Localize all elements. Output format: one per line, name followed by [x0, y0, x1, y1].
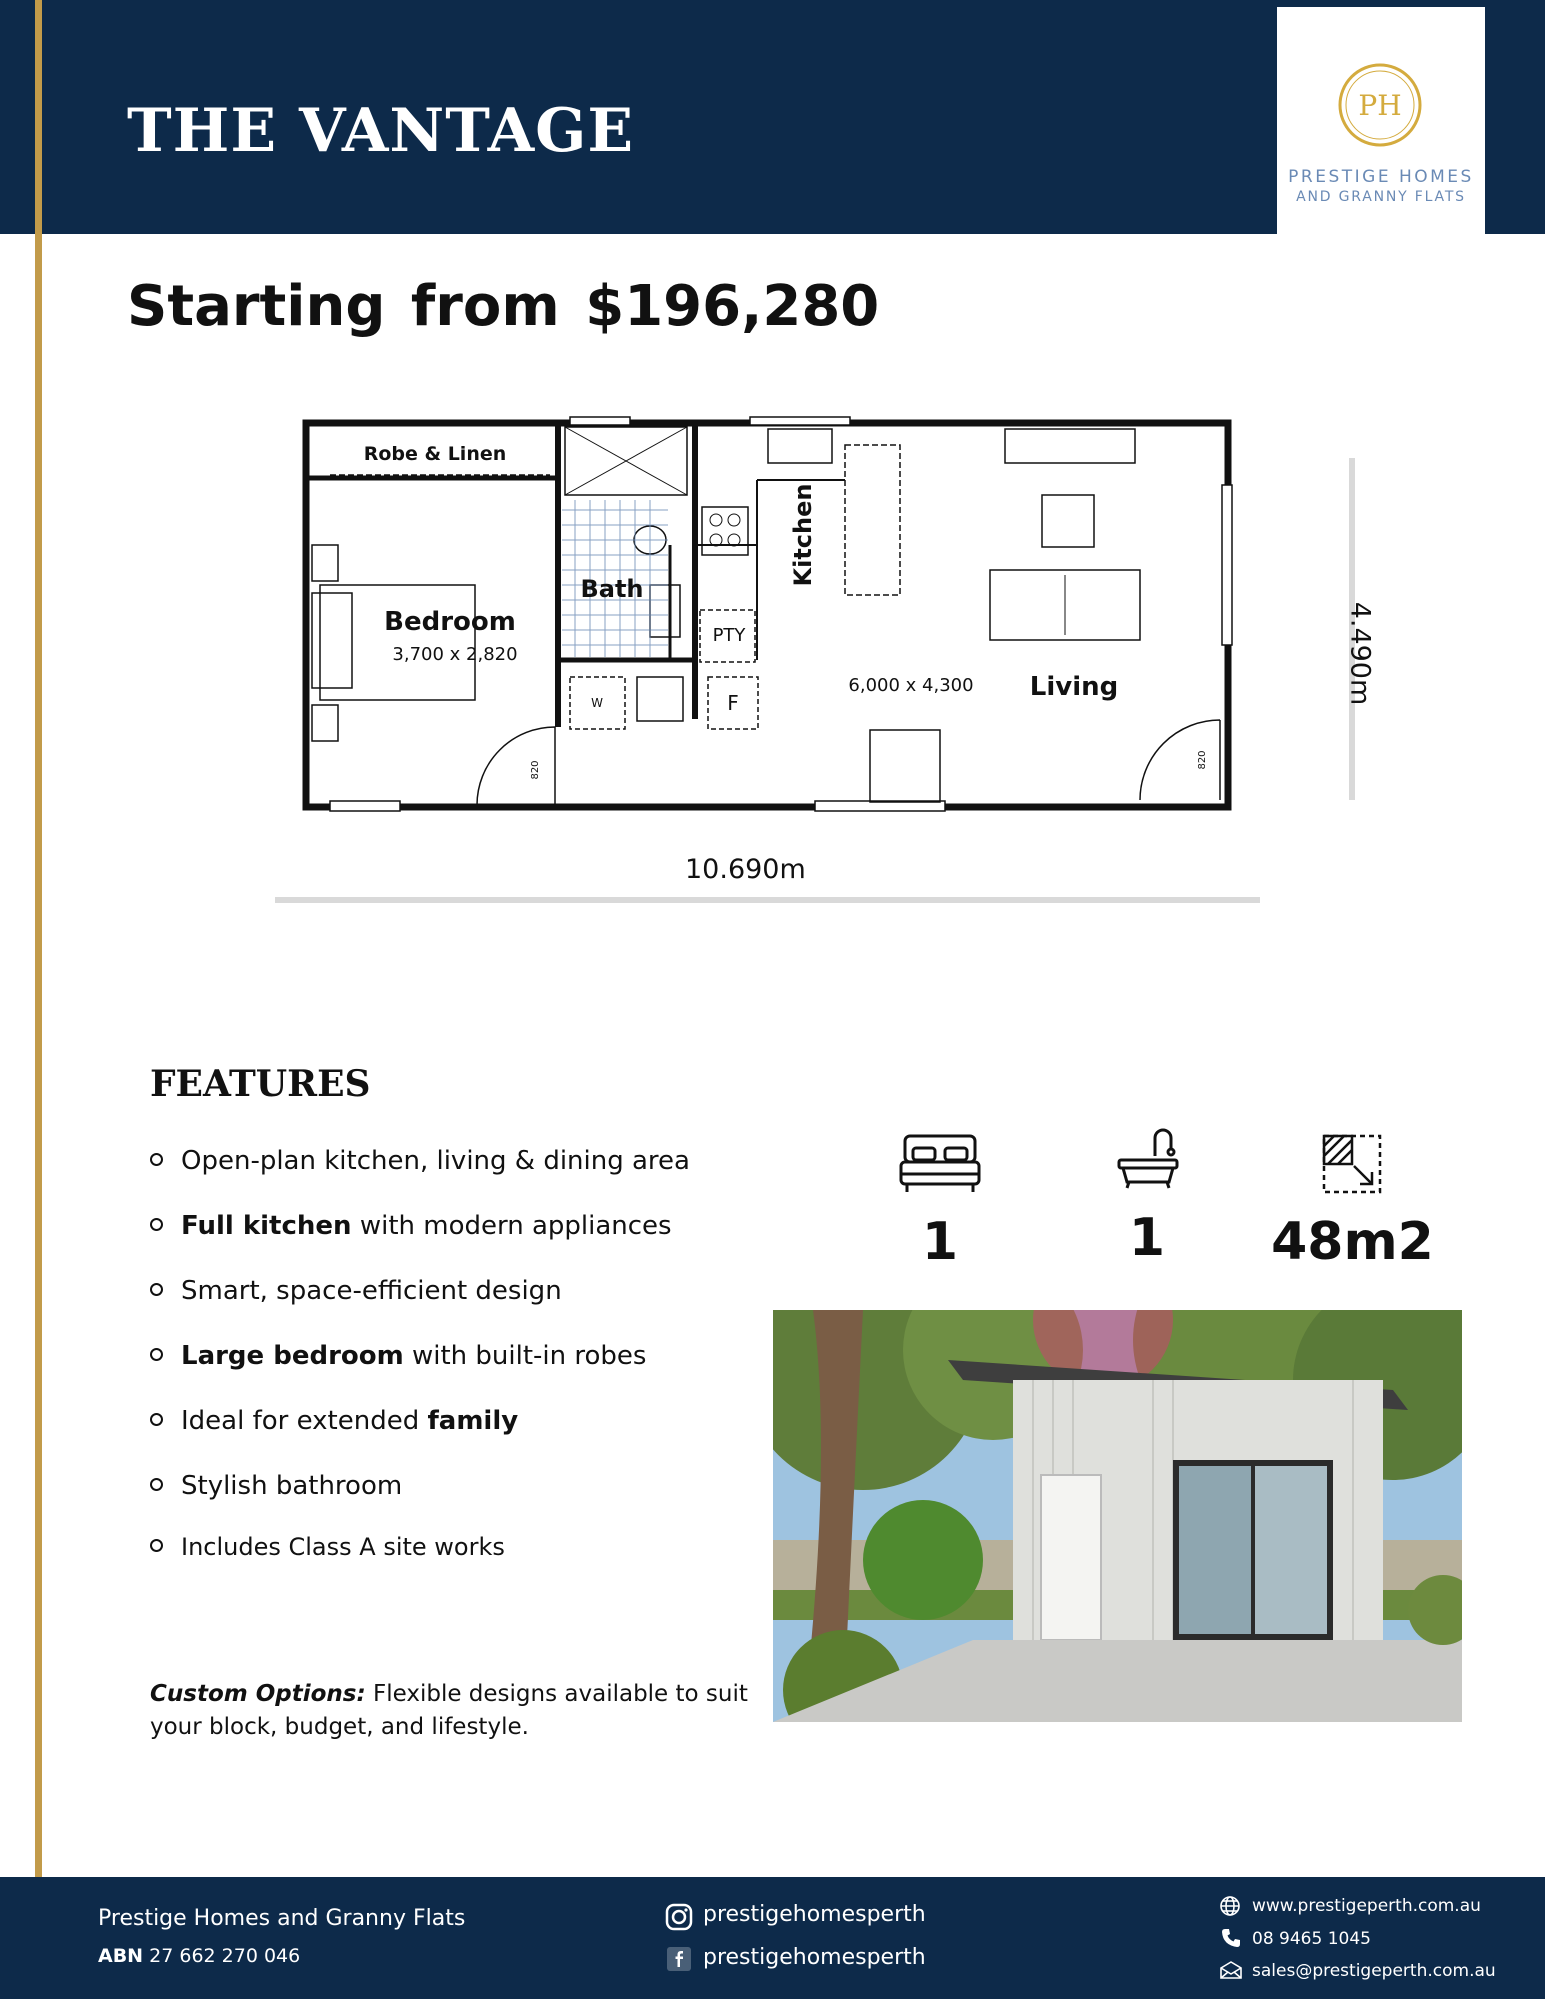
door-label-bedroom: 820 [530, 760, 541, 780]
room-size-bedroom: 3,700 x 2,820 [392, 644, 518, 665]
feature-item: Stylish bathroom [150, 1471, 402, 1501]
house-render-image [773, 1310, 1462, 1722]
globe-icon [1219, 1895, 1241, 1917]
footer-email-link[interactable]: sales@prestigeperth.com.au [1252, 1961, 1496, 1981]
width-dimension-label: 10.690m [685, 854, 806, 885]
bathtub-icon [1115, 1126, 1181, 1192]
footer-abn: ABN 27 662 270 046 [98, 1945, 301, 1967]
instagram-icon [665, 1903, 693, 1931]
feature-item: Full kitchen with modern appliances [150, 1211, 672, 1241]
facebook-icon [667, 1947, 691, 1971]
footer-phone-link[interactable]: 08 9465 1045 [1252, 1929, 1371, 1949]
area-icon [1320, 1132, 1384, 1196]
room-label-living: Living [1029, 672, 1119, 702]
room-size-living: 6,000 x 4,300 [848, 675, 974, 696]
gold-accent-bar [35, 0, 42, 1999]
room-label-pantry: PTY [712, 625, 746, 646]
features-heading: FEATURES [150, 1063, 371, 1105]
width-dimension-line [275, 897, 1260, 903]
page-title: THE VANTAGE [127, 96, 635, 166]
footer-instagram-link[interactable]: prestigehomesperth [703, 1902, 926, 1927]
logo-name: PRESTIGE HOMES [1288, 167, 1474, 187]
room-label-bath: Bath [580, 575, 644, 603]
custom-options-note: Custom Options: Flexible designs available to suit your block, budget, and lifestyle. [150, 1681, 748, 1740]
footer-facebook-link[interactable]: prestigehomesperth [703, 1945, 926, 1970]
room-label-bedroom: Bedroom [384, 607, 516, 637]
label-washer: W [591, 696, 603, 710]
company-logo [1277, 7, 1485, 234]
svg-text:PH: PH [1358, 89, 1402, 122]
room-label-kitchen: Kitchen [789, 483, 817, 587]
phone-icon [1221, 1928, 1241, 1948]
feature-item: Ideal for extended family [150, 1406, 518, 1436]
bed-icon [897, 1132, 983, 1196]
logo-tagline: AND GRANNY FLATS [1296, 189, 1466, 205]
email-icon [1219, 1960, 1243, 1980]
depth-dimension-label: 4.490m [1344, 601, 1376, 706]
bathroom-count: 1 [1128, 1208, 1166, 1268]
footer-company: Prestige Homes and Granny Flats [98, 1906, 466, 1931]
feature-item: Includes Class A site works [150, 1533, 505, 1561]
feature-item: Smart, space-efficient design [150, 1276, 562, 1306]
floor-area: 48m2 [1271, 1212, 1434, 1272]
feature-item: Open-plan kitchen, living & dining area [150, 1146, 690, 1176]
bedroom-count: 1 [921, 1212, 959, 1272]
floor-plan [300, 415, 1250, 825]
logo-monogram-icon [1337, 62, 1423, 148]
feature-item: Large bedroom with built-in robes [150, 1341, 646, 1371]
footer-website-link[interactable]: www.prestigeperth.com.au [1252, 1896, 1481, 1916]
starting-price: Starting from $196,280 [127, 274, 880, 339]
door-label-living: 820 [1197, 750, 1208, 770]
room-label-robe: Robe & Linen [363, 443, 507, 465]
label-fridge: F [727, 691, 739, 715]
